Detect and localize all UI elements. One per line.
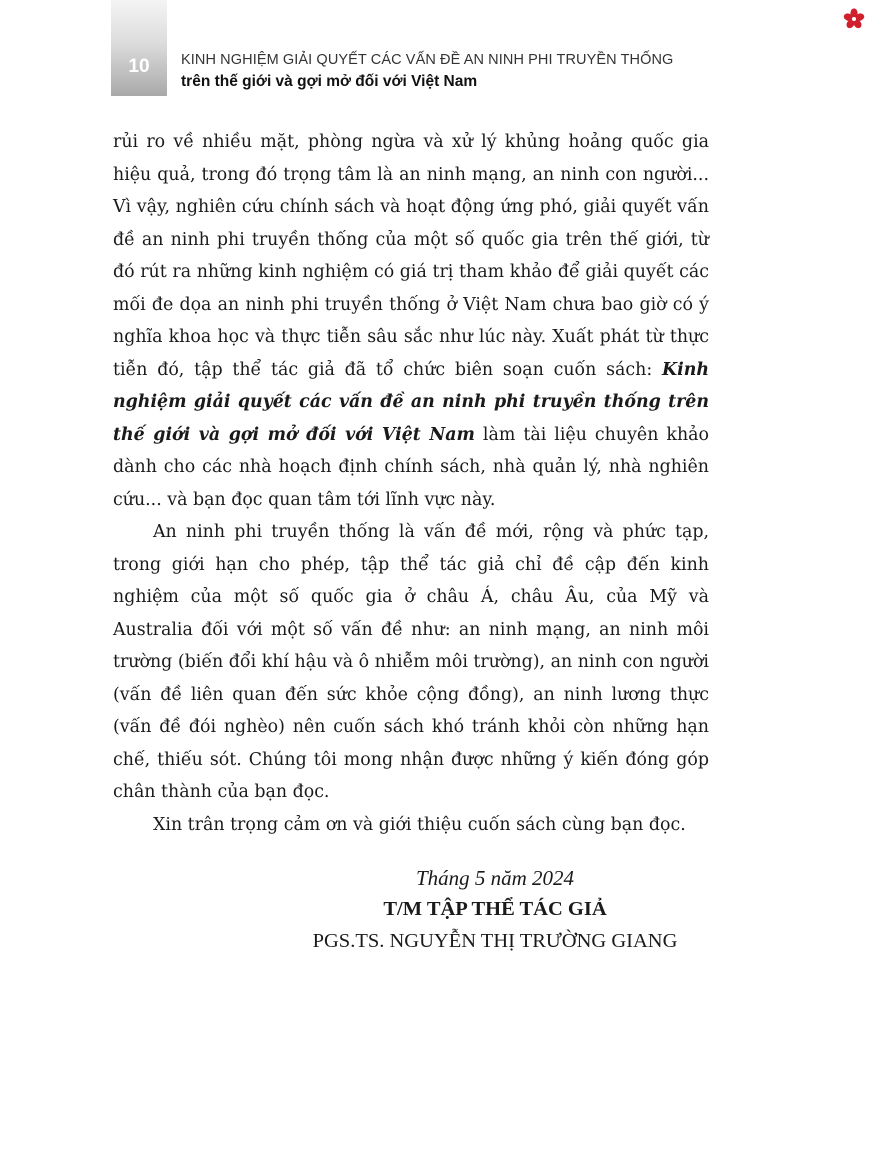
signature-role: T/M TẬP THỂ TÁC GIẢ bbox=[383, 898, 607, 920]
flower-icon bbox=[843, 8, 865, 30]
paragraph-2: An ninh phi truyền thống là vấn đề mới, rộng và phức tạp, trong giới hạn cho phép, tập thể tác giả chỉ đề cập đến kinh nghiệm của một số quốc gia ở châu Á, châu Âu, của Mỹ và Australia đối với một số vấn đề như: an ninh mạng, an ninh môi trường (biến đổi khí hậu và ô nhiễm môi trường), an ninh con người (vấn đề liên quan đến sức khỏe cộng đồng), an ninh lương thực (vấn đề đói nghèo) nên cuốn sách khó tránh khỏi còn những hạn chế, thiếu sót. Chúng tôi mong nhận được những ý kiến đóng góp chân thành của bạn đọc. bbox=[113, 522, 709, 802]
signature-date: Tháng 5 năm 2024 bbox=[415, 866, 575, 890]
running-header-title: KINH NGHIỆM GIẢI QUYẾT CÁC VẤN ĐỀ AN NINH PHI TRUYỀN THỐNG bbox=[181, 52, 674, 68]
signature-name: PGS.TS. NGUYỄN THỊ TRƯỜNG GIANG bbox=[312, 930, 678, 952]
book-title: Kinh nghiệm giải quyết các vấn đề an ninh phi truyền thống trên thế giới và gợi mở đối với Việt Nam bbox=[113, 359, 709, 445]
running-header-subtitle: trên thế giới và gợi mở đối với Việt Nam bbox=[181, 73, 478, 90]
page-number-tab bbox=[111, 0, 167, 96]
paragraph-3: Xin trân trọng cảm ơn và giới thiệu cuốn sách cùng bạn đọc. bbox=[153, 814, 686, 835]
paragraph-1-end: làm tài liệu chuyên khảo dành cho các nhà hoạch định chính sách, nhà quản lý, nhà nghiên cứu... và bạn đọc quan tâm tới lĩnh vực này. bbox=[113, 424, 709, 510]
paragraph-1 bbox=[113, 126, 709, 516]
page-number: 10 bbox=[128, 56, 150, 77]
paragraph-1-text: rủi ro về nhiều mặt, phòng ngừa và xử lý khủng hoảng quốc gia hiệu quả, trong đó trọng tâm là an ninh mạng, an ninh con người... Vì vậy, nghiên cứu chính sách và hoạt động ứng phó, giải quyết vấn đề an ninh phi truyền thống của một số quốc gia trên thế giới, từ đó rút ra những kinh nghiệm có giá trị tham khảo để giải quyết các mối đe dọa an ninh phi truyền thống ở Việt Nam chưa bao giờ có ý nghĩa khoa học và thực tiễn sâu sắc như lúc này. Xuất phát từ thực tiễn đó, tập thể tác giả đã tổ chức biên soạn cuốn sách: bbox=[113, 132, 709, 380]
body-text bbox=[113, 126, 709, 841]
